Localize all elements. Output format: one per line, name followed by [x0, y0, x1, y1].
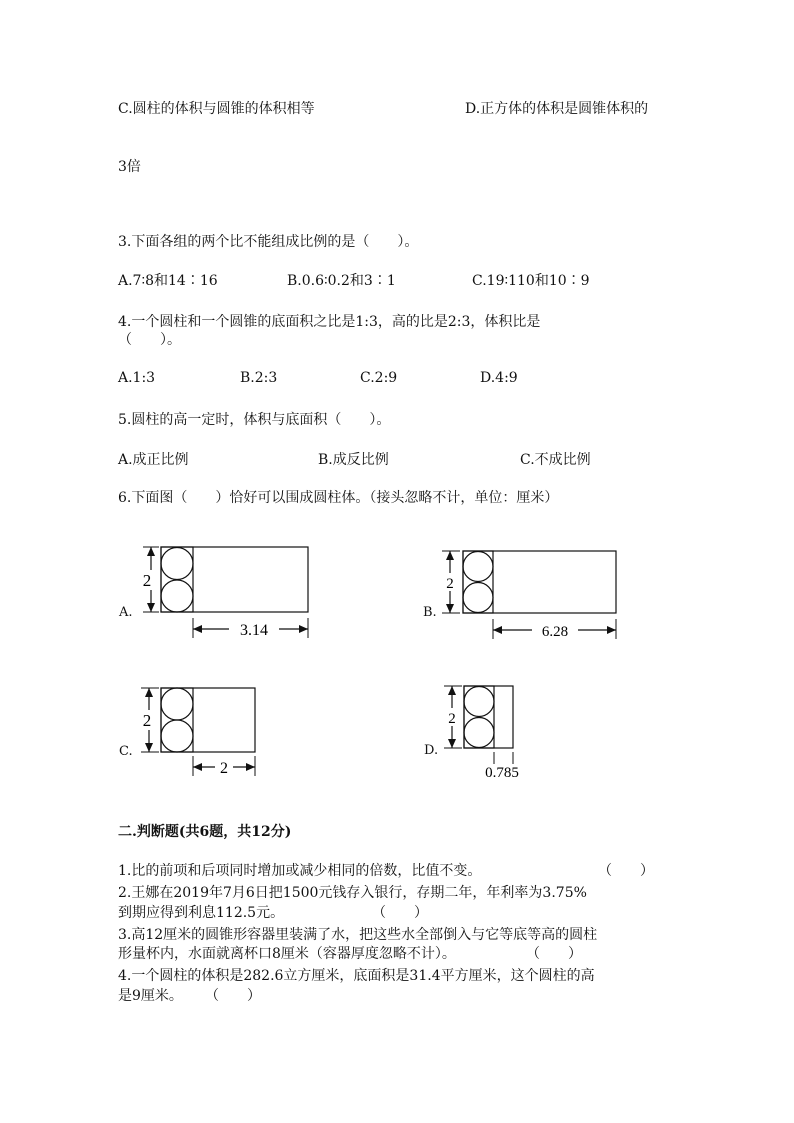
q2-option-d: D.正方体的体积是圆锥体积的	[465, 101, 649, 117]
figure-b-height-label: 2	[446, 576, 454, 592]
q3-stem: 3.下面各组的两个比不能组成比例的是（ ）。	[118, 234, 419, 250]
figure-d-width-label: 0.785	[485, 765, 519, 781]
figure-a-height-arrowhead-up	[147, 547, 155, 556]
figure-c-letter: C.	[119, 744, 133, 759]
q4-option-d: D.4:9	[480, 370, 518, 386]
q5-option-a: A.成正比例	[118, 452, 189, 468]
q5-option-c: C.不成比例	[520, 452, 591, 468]
figure-a-width-label: 3.14	[240, 622, 268, 639]
q4-option-a: A.1:3	[118, 370, 156, 386]
figure-d-diagram	[438, 680, 538, 782]
figure-b-circle-bottom	[463, 583, 493, 613]
figure-a-circle-bottom	[161, 580, 193, 612]
judge-item-2: 2.王娜在2019年7月6日把1500元钱存入银行，存期二年，年利率为3.75%	[118, 885, 587, 901]
figure-c-diagram	[135, 682, 265, 782]
judge-item-4: 4.一个圆柱的体积是282.6立方厘米，底面积是31.4平方厘米，这个圆柱的高	[118, 968, 595, 984]
judge-item-1-blank: （ ）	[598, 863, 654, 879]
figure-a-rectangle	[161, 547, 308, 612]
figure-a-height-label: 2	[142, 571, 152, 590]
figure-a-diagram	[135, 540, 320, 645]
figure-d-circle-bottom	[464, 718, 494, 748]
figure-c-height-label: 2	[142, 711, 152, 730]
figure-b-letter: B.	[423, 605, 437, 620]
q2-option-c: C.圆柱的体积与圆锥的体积相等	[118, 101, 315, 117]
q4-stem: 4.一个圆柱和一个圆锥的底面积之比是1:3，高的比是2:3，体积比是	[118, 314, 541, 330]
judge-item-4-continued: 是9厘米。	[118, 988, 183, 1004]
q2-option-d-continued: 3倍	[118, 159, 141, 175]
figure-b-width-label: 6.28	[541, 624, 569, 640]
judge-item-2-blank: （ ）	[372, 905, 428, 921]
judge-item-2-continued: 到期应得到利息112.5元。	[118, 905, 285, 921]
judge-item-3-blank: （ ）	[526, 946, 582, 962]
figure-b-circle-top	[463, 552, 493, 582]
q6-stem: 6.下面图（ ）恰好可以围成圆柱体。（接头忽略不计，单位：厘米）	[118, 490, 559, 506]
q5-stem: 5.圆柱的高一定时，体积与底面积（ ）。	[118, 412, 391, 428]
q3-option-b: B.0.6∶0.2和3∶1	[287, 273, 396, 289]
figure-a-circle-top	[161, 548, 193, 580]
judge-item-3-continued: 形量杯内，水面就离杯口8厘米（容器厚度忽略不计）。	[118, 946, 456, 962]
judge-item-3: 3.高12厘米的圆锥形容器里装满了水，把这些水全部倒入与它等底等高的圆柱	[118, 927, 598, 943]
figure-c-width-label: 2	[220, 760, 228, 777]
q4-option-c: C.2:9	[360, 370, 398, 386]
figure-d-height-label: 2	[448, 711, 456, 727]
figure-b-diagram	[436, 545, 626, 645]
q4-stem-continued: （ ）。	[118, 332, 181, 348]
judge-item-4-blank: （ ）	[205, 988, 261, 1004]
figure-d-circle-top	[464, 687, 494, 717]
figure-c-circle-top	[161, 688, 193, 720]
figure-d-letter: D.	[424, 743, 439, 758]
judge-item-1: 1.比的前项和后项同时增加或减少相同的倍数，比值不变。	[118, 863, 482, 879]
figure-a-height-arrowhead-down	[147, 603, 155, 612]
q4-option-b: B.2:3	[240, 370, 278, 386]
figure-c-circle-bottom	[161, 720, 193, 752]
figure-a-letter: A.	[119, 605, 133, 620]
q5-option-b: B.成反比例	[318, 452, 389, 468]
q3-option-c: C.19∶110和10∶9	[472, 273, 590, 289]
section-2-title: 二.判断题(共6题，共12分)	[118, 824, 292, 840]
q3-option-a: A.7∶8和14∶16	[118, 273, 218, 289]
